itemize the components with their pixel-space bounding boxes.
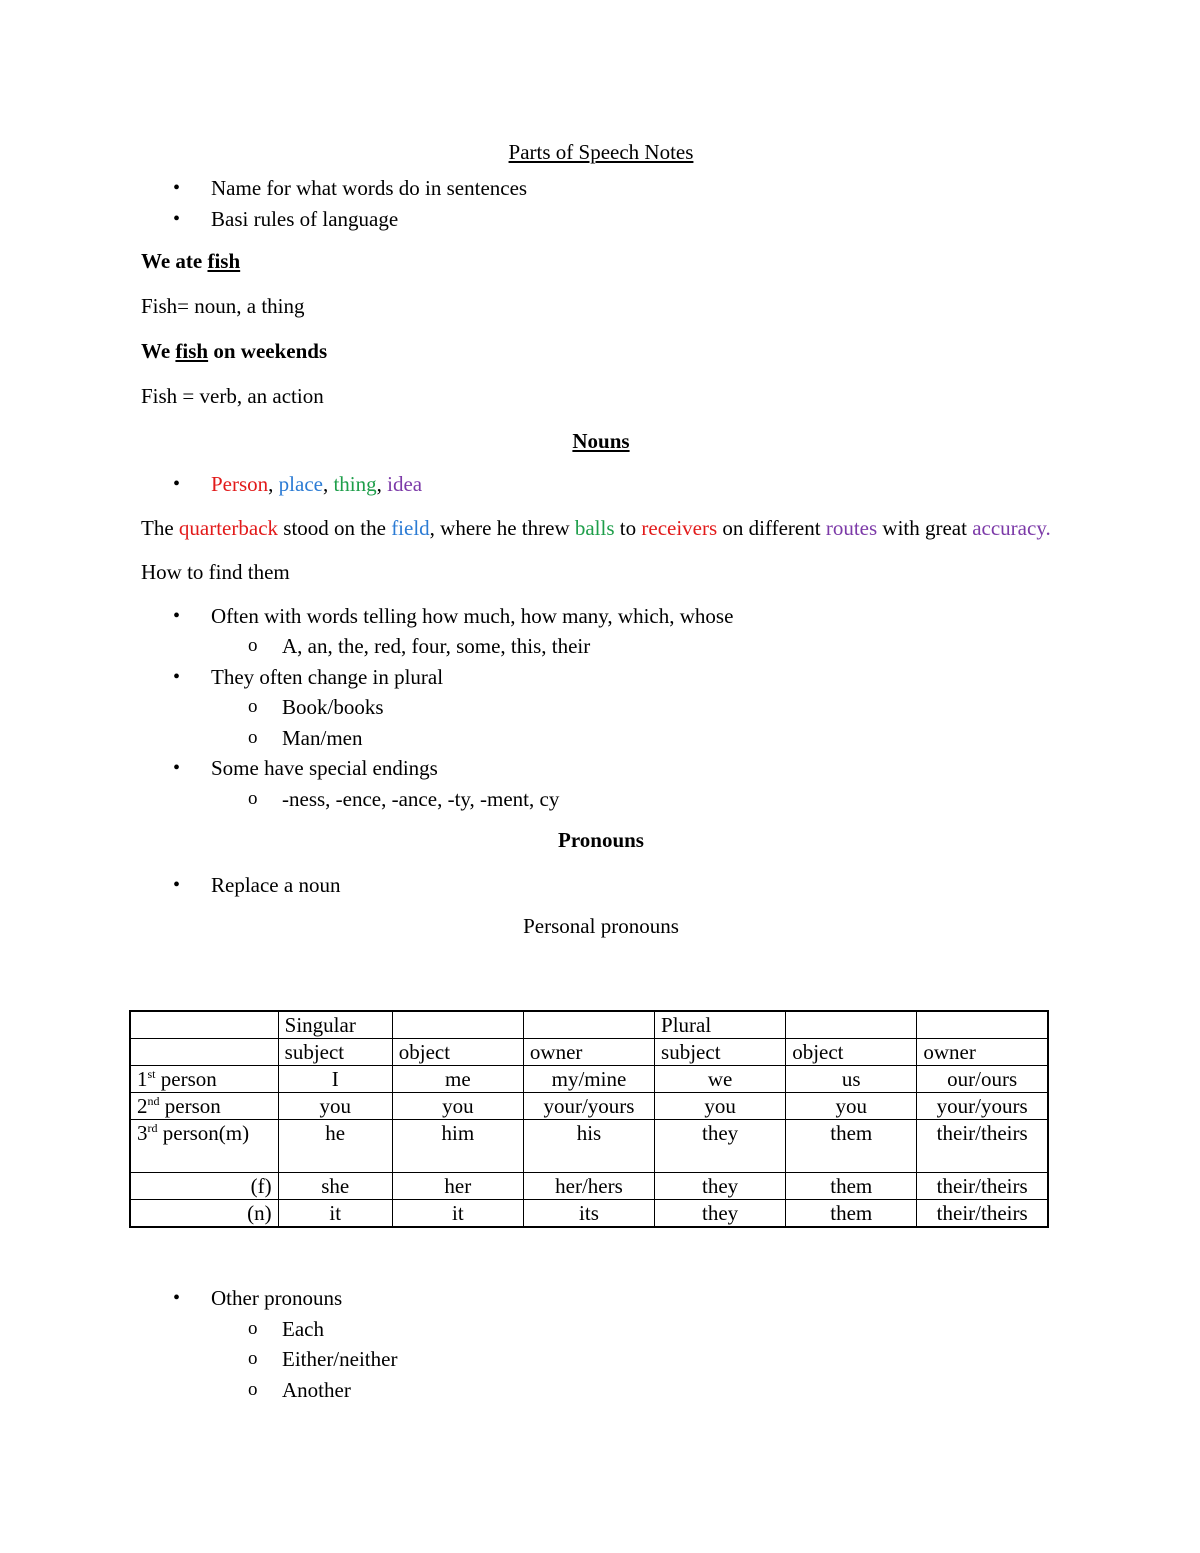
example-definition-1: Fish= noun, a thing [141, 294, 305, 319]
table-cell: them [786, 1173, 917, 1200]
table-cell: us [786, 1066, 917, 1093]
bullet-icon: • [173, 177, 181, 200]
list-item: • Basi rules of language [141, 204, 1061, 235]
table-cell: his [523, 1120, 654, 1173]
circle-bullet-icon: o [248, 1317, 258, 1339]
sub-list [141, 784, 1061, 815]
table-cell: it [392, 1200, 523, 1228]
table-cell: they [655, 1200, 786, 1228]
intro-list [141, 173, 1061, 234]
pronouns-heading: Pronouns [558, 828, 644, 853]
table-cell: it [278, 1200, 392, 1228]
other-pronouns-list [141, 1283, 1061, 1405]
table-cell: he [278, 1120, 392, 1173]
bullet-icon: • [173, 1287, 181, 1309]
list-item: • Name for what words do in sentences [141, 173, 1061, 204]
row-label: 2nd person [130, 1093, 278, 1120]
sub-list-item: o -ness, -ence, -ance, -ty, -ment, cy [141, 784, 1061, 815]
table-cell [130, 1039, 278, 1066]
pronouns-definition-list [141, 870, 1061, 901]
table-cell: you [278, 1093, 392, 1120]
sub-list-item: o Book/books [141, 692, 1061, 723]
table-caption: Personal pronouns [523, 914, 679, 938]
table-row [130, 1200, 1048, 1228]
nouns-heading: Nouns [572, 428, 630, 453]
table-cell: our/ours [917, 1066, 1048, 1093]
table-cell: she [278, 1173, 392, 1200]
table-cell: him [392, 1120, 523, 1173]
sub-list [141, 692, 1061, 753]
example-sentence-1: We ate fish [141, 249, 241, 274]
circle-bullet-icon: o [248, 1378, 258, 1400]
table-cell: they [655, 1120, 786, 1173]
bullet-icon: • [173, 665, 181, 688]
list-item: • Other pronouns [141, 1283, 1061, 1314]
nouns-example-paragraph: The quarterback stood on the field, where he threw balls to receivers on different routes with great accuracy. [141, 515, 1051, 540]
bullet-icon: • [173, 757, 181, 780]
table-header-row [130, 1039, 1048, 1066]
table-cell: subject [655, 1039, 786, 1066]
row-label: (n) [130, 1200, 278, 1228]
page-title: Parts of Speech Notes [508, 140, 694, 164]
table-row [130, 1093, 1048, 1120]
table-cell [130, 1011, 278, 1039]
sub-list-item: o Man/men [141, 723, 1061, 754]
list-item: • Person, place, thing, idea [141, 469, 1061, 500]
table-cell: her [392, 1173, 523, 1200]
table-cell: Singular [278, 1011, 392, 1039]
list-item: • They often change in plural [141, 662, 1061, 693]
example-sentence-2: We fish on weekends [141, 338, 328, 363]
list-item: • Often with words telling how much, how many, which, whose [141, 601, 1061, 632]
bullet-icon: • [173, 207, 181, 230]
table-cell: Plural [655, 1011, 786, 1039]
table-cell: me [392, 1066, 523, 1093]
list-item: • Some have special endings [141, 753, 1061, 784]
table-row [130, 1066, 1048, 1093]
table-cell: your/yours [917, 1093, 1048, 1120]
table-cell: you [786, 1093, 917, 1120]
circle-bullet-icon: o [248, 1348, 258, 1369]
table-cell: its [523, 1200, 654, 1228]
table-cell: their/theirs [917, 1200, 1048, 1228]
sub-list-item: o Another [141, 1375, 1061, 1406]
sub-list [141, 631, 1061, 662]
nouns-how-list [141, 601, 1061, 815]
document-page [137, 140, 1061, 1402]
table-cell: subject [278, 1039, 392, 1066]
table-cell [786, 1011, 917, 1039]
table-cell: object [786, 1039, 917, 1066]
table-cell [523, 1011, 654, 1039]
row-label: 3rd person(m) [130, 1120, 278, 1173]
table-cell: I [278, 1066, 392, 1093]
nouns-definition-list [141, 469, 1061, 500]
table-header-row [130, 1011, 1048, 1039]
table-cell [917, 1011, 1048, 1039]
table-cell: you [392, 1093, 523, 1120]
sub-list-item: o Either/neither [141, 1344, 1061, 1375]
table-cell: their/theirs [917, 1173, 1048, 1200]
circle-bullet-icon: o [248, 635, 258, 657]
table-cell: your/yours [523, 1093, 654, 1120]
table-cell: my/mine [523, 1066, 654, 1093]
bullet-icon: • [173, 473, 181, 496]
table-cell: them [786, 1200, 917, 1228]
row-label: (f) [130, 1173, 278, 1200]
table-cell: their/theirs [917, 1120, 1048, 1173]
table-cell: them [786, 1120, 917, 1173]
personal-pronouns-table [129, 1010, 1049, 1228]
example-definition-2: Fish = verb, an action [141, 383, 324, 408]
table-cell: you [655, 1093, 786, 1120]
table-cell: object [392, 1039, 523, 1066]
table-row [130, 1173, 1048, 1200]
circle-bullet-icon: o [248, 696, 258, 718]
table-cell: her/hers [523, 1173, 654, 1200]
sub-list-item: o A, an, the, red, four, some, this, their [141, 631, 1061, 662]
table-cell: owner [523, 1039, 654, 1066]
circle-bullet-icon: o [248, 787, 258, 809]
list-item: • Replace a noun [141, 870, 1061, 901]
bullet-icon: • [173, 873, 181, 896]
table-row [130, 1120, 1048, 1173]
table-cell: we [655, 1066, 786, 1093]
circle-bullet-icon: o [248, 726, 258, 748]
sub-list [141, 1314, 1061, 1406]
table-cell: owner [917, 1039, 1048, 1066]
bullet-icon: • [173, 604, 181, 627]
how-to-find-label: How to find them [141, 559, 290, 584]
table-cell [392, 1011, 523, 1039]
sub-list-item: o Each [141, 1314, 1061, 1345]
table-cell: they [655, 1173, 786, 1200]
row-label: 1st person [130, 1066, 278, 1093]
